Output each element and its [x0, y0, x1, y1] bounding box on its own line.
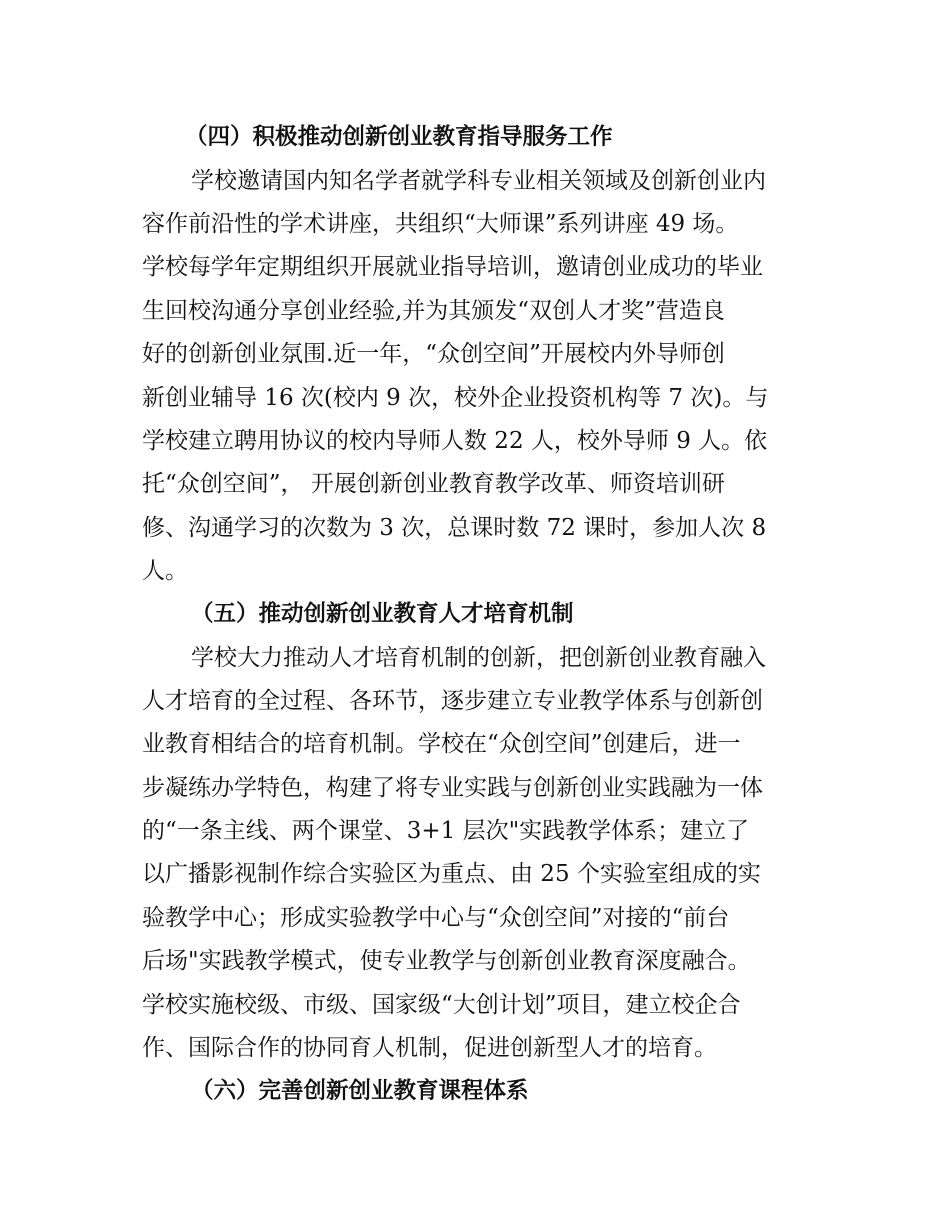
paragraph-line: 生回校沟通分享创业经验,并为其颁发“双创人才奖”营造良 — [142, 298, 725, 324]
paragraph-line: 后场"实践教学模式，使专业教学与创新创业教育深度融合。 — [142, 948, 751, 974]
section-heading-4: （四）积极推动创新创业教育指导服务工作 — [185, 124, 613, 150]
paragraph-line: 修、沟通学习的次数为 3 次，总课时数 72 课时，参加人次 8 — [142, 515, 767, 541]
paragraph-line: 作、国际合作的协同育人机制，促进创新型人才的培育。 — [142, 1035, 717, 1061]
paragraph-line: 好的创新创业氛围.近一年，“众创空间”开展校内外导师创 — [142, 341, 725, 367]
paragraph-line: 学校大力推动人才培育机制的创新，把创新创业教育融入 — [191, 645, 766, 671]
paragraph-line: 的“一条主线、两个课堂、3+1 层次"实践教学体系；建立了 — [142, 818, 750, 844]
paragraph-line: 学校邀请国内知名学者就学科专业相关领域及创新创业内 — [191, 168, 766, 194]
paragraph-line: 人才培育的全过程、各环节，逐步建立专业教学体系与创新创 — [142, 688, 763, 714]
paragraph-line: 托“众创空间”， 开展创新创业教育教学改革、师资培训研 — [142, 471, 725, 497]
paragraph-line: 步凝练办学特色，构建了将专业实践与创新创业实践融为一体 — [142, 775, 763, 801]
section-heading-5: （五）推动创新创业教育人才培育机制 — [191, 601, 574, 627]
paragraph-line: 验教学中心；形成实验教学中心与“众创空间”对接的“前台 — [142, 905, 730, 931]
section-heading-6: （六）完善创新创业教育课程体系 — [191, 1078, 529, 1104]
paragraph-line: 以广播影视制作综合实验区为重点、由 25 个实验室组成的实 — [142, 861, 761, 887]
paragraph-line: 学校每学年定期组织开展就业指导培训，邀请创业成功的毕业 — [142, 254, 763, 280]
paragraph-line: 学校建立聘用协议的校内导师人数 22 人，校外导师 9 人。依 — [142, 428, 768, 454]
paragraph-line: 人。 — [142, 558, 188, 584]
paragraph-line: 容作前沿性的学术讲座，共组织“大师课”系列讲座 49 场。 — [142, 211, 739, 237]
paragraph-line: 新创业辅导 16 次(校内 9 次，校外企业投资机构等 7 次)。与 — [142, 385, 769, 411]
paragraph-line: 业教育相结合的培育机制。学校在“众创空间”创建后，进一 — [142, 731, 741, 757]
paragraph-line: 学校实施校级、市级、国家级“大创计划”项目，建立校企合 — [142, 992, 741, 1018]
